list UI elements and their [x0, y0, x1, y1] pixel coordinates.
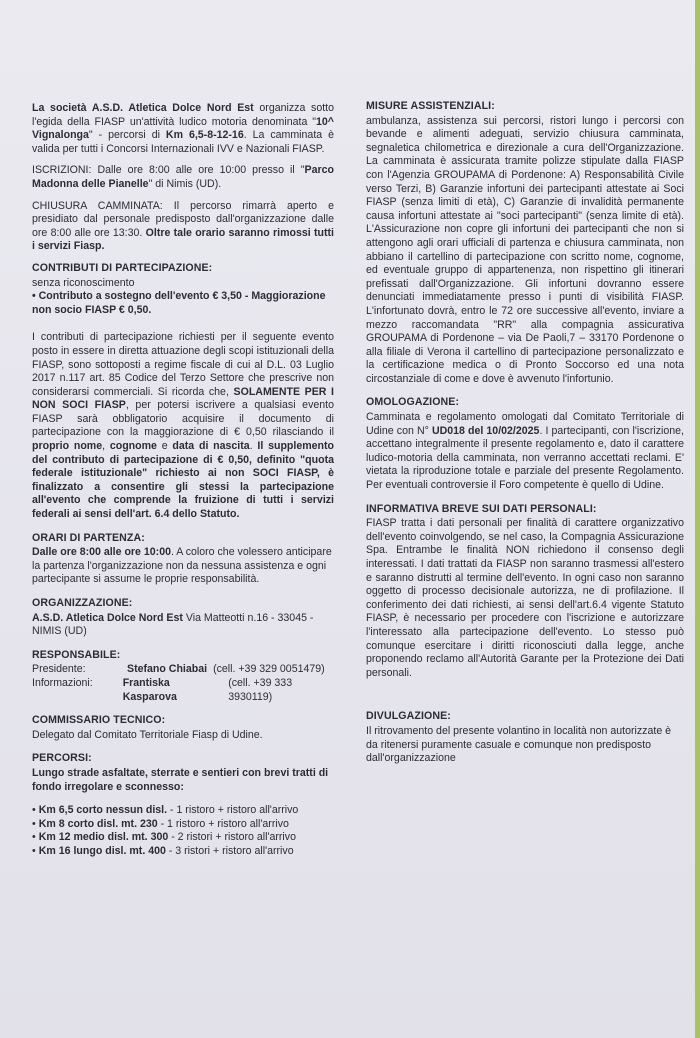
route-item: • Km 12 medio disl. mt. 300 - 2 ristori + ristoro all'arrivo: [32, 831, 296, 844]
omologazione-paragraph: Camminata e regolamento omologati dal Comitato Territoriale di Udine con N° UD018 del 10/02/2025. I partecipanti, con l'iscrizione, accettano integralmente il presente regolamento e, dato il carattere ludico-motoria della camminata, non verranno accettati reclami. E' vietata la riproduzione totale e parziale del presente Regolamento. Per eventuali controversie il Foro competente è quello di Udine.: [366, 411, 684, 492]
orari-paragraph: Dalle ore 8:00 alle ore 10:00. A coloro che volessero anticipare la partenza l'organizzazione non da nessuna assistenza e ogni partecipante si assume le proprie responsabilità.: [32, 546, 332, 586]
contributi-paragraph: I contributi di partecipazione richiesti per il seguente evento posto in essere in diretta attuazione degli scopi istituzionali della FIASP, sono sottoposti a regime fiscale di cui al D.L. 03 Luglio 2017 n.117 art. 85 Codice del Terzo Settore che prescrive non considerarsi commerciali. Si ricorda che, SOLAMENTE PER I NON SOCI FIASP, per potersi iscrivere a qualsiasi evento FIASP sarà obbligatorio acquisire il documento di partecipazione con la maggiorazione di € 0,50 rilasciando il proprio nome, cognome e data di nascita. Il supplemento del contributo di partecipazione di € 0,50, definito "quota federale istituzionale" richiesto ai non SOCI FIASP, è finalizzato a consentire gli stessi la partecipazione all'evento che comprende la fruizione di tutti i servizi federali ai sensi dell'art. 6.4 dello Statuto.: [32, 331, 335, 521]
route-item: • Km 6,5 corto nessun disl. - 1 ristoro + ristoro all'arrivo: [32, 804, 299, 817]
percorsi-intro: Lungo strade asfaltate, sterrate e sentieri con brevi tratti di fondo irregolare e sconnesso:: [32, 766, 329, 793]
routes-list: [32, 804, 334, 858]
contributi-section: [32, 262, 334, 522]
responsabile-row-informazioni: Informazioni: Frantiska Kasparova (cell. +39 333 3930119): [32, 676, 293, 703]
omologazione-section: [366, 396, 684, 492]
organizzazione-section: [32, 597, 334, 639]
misure-paragraph: ambulanza, assistenza sui percorsi, ristori lungo i percorsi con bevande e alimenti adeguati, servizio chiusura camminata, segnaletica chilometrica e direzionale a cura dell'Organizzazione. La camminata è assicurata tramite polizze stipulate dalla FIASP con l'Agenzia GROUPAMA di Pordenone: A) Responsabilità Civile verso Terzi, B) Garanzie infortuni dei partecipanti attestate ai Soci FIASP (senza limiti di età), C) Garanzie di invalidità permanente causa infortuni attestate ai "soci partecipanti" (senza limite di età). L'Assicurazione non copre gli infortuni dei partecipanti che non si attengono agli orari ufficiali di partenza e chiusura camminata, non abbiano il cartellino di partecipazione con scritto nome, cognome, ed eventuale gruppo di appartenenza, non rispettino gli itinerari prefissati dall'Organizzazione. Gli infortuni dovranno essere denunciati immediatamente presso i punti di visibilità FIASP. L'infortunato dovrà, entro le 72 ore successive all'evento, inviare a mezzo raccomandata "RR" alla compagnia assicurativa GROUPAMA di Pordenone – via De Paoli,7 – 33170 Pordenone o alla filiale di Verona il cartellino di partecipazione personalizzato e la certificazione medica o di Pronto Soccorso ed una nota circostanziale di come e dove è avvenuto l'infortunio.: [366, 114, 684, 385]
organizzazione-paragraph: A.S.D. Atletica Dolce Nord Est Via Matteotti n.16 - 33045 - NIMIS (UD): [32, 611, 314, 638]
commissario-text: Delegato dal Comitato Territoriale Fiasp di Udine.: [32, 728, 263, 741]
misure-heading: MISURE ASSISTENZIALI:: [366, 100, 495, 112]
misure-section: [366, 100, 684, 386]
organizzazione-heading: ORGANIZZAZIONE:: [32, 597, 133, 609]
chiusura-paragraph: CHIUSURA CAMMINATA: Il percorso rimarrà aperto e presidiato dal personale predisposto dall'organizzazione dalle ore 8:00 alle ore 13:30. Oltre tale orario saranno rimossi tutti i servizi Fiasp.: [32, 199, 334, 253]
responsabile-row-presidente: Presidente: Stefano Chiabai (cell. +39 329 0051479): [32, 663, 325, 676]
route-item: • Km 16 lungo disl. mt. 400 - 3 ristori + ristoro all'arrivo: [32, 844, 294, 857]
commissario-section: [32, 714, 334, 742]
informativa-section: [366, 503, 684, 681]
divulgazione-section: [366, 710, 684, 765]
responsabile-heading: RESPONSABILE:: [32, 648, 121, 661]
green-edge-stripe: [695, 0, 700, 1038]
percorsi-section: [32, 752, 334, 858]
orari-section: [32, 532, 334, 587]
orari-heading: ORARI DI PARTENZA:: [32, 531, 145, 544]
divulgazione-paragraph: Il ritrovamento del presente volantino in località non autorizzate è da ritenersi puramente casuale e comunque non predisposto dall'organizzazione: [366, 724, 672, 765]
iscrizioni-paragraph: ISCRIZIONI: Dalle ore 8:00 alle ore 10:00 presso il "Parco Madonna delle Pianelle" di Nimis (UD).: [32, 164, 334, 190]
contributi-line2: • Contributo a sostegno dell'evento € 3,50 - Maggiorazione non socio FIASP € 0,50.: [32, 290, 326, 316]
intro-paragraph: La società A.S.D. Atletica Dolce Nord Est organizza sotto l'egida della FIASP un'attività ludico motoria denominata "10^ Vignalonga" - percorsi di Km 6,5-8-12-16. La camminata è valida per tutti i Concorsi Internazionali IVV e Nazionali FIASP.: [32, 102, 334, 155]
percorsi-heading: PERCORSI:: [32, 752, 92, 765]
commissario-heading: COMMISSARIO TECNICO:: [32, 714, 166, 727]
contributi-line1: senza riconoscimento: [32, 276, 135, 289]
right-column: [366, 100, 684, 776]
divulgazione-heading: DIVULGAZIONE:: [366, 710, 451, 723]
informativa-paragraph: FIASP tratta i dati personali per finalità di carattere organizzativo dell'evento coinvolgendo, se nel caso, la Compagnia Assicurazione Spa. Entrambe le finalità NON richiedono il consenso degli interessati. I dati trattati da FIASP non saranno trasmessi all'estero e saranno distrutti al termine dell'evento. In ogni caso non saranno oggetto di processo decisionale autorizza, ne di profilazione. Il conferimento dei dati richiesti, ai sensi dell'art.6.4 vigente Statuto FIASP, è necessario per procedere con l'iscrizione e autorizzare l'interessato alla partecipazione dell'evento. Lo stesso può comunque esercitare i diritti riconosciuti dalla legge, anche proponendo reclamo all'Autorità Garante per la Protezione dei Dati personali.: [366, 517, 684, 679]
responsabile-section: [32, 649, 334, 704]
informativa-heading: INFORMATIVA BREVE SUI DATI PERSONALI:: [366, 502, 597, 515]
contributi-heading: CONTRIBUTI DI PARTECIPAZIONE:: [32, 261, 213, 274]
route-item: • Km 8 corto disl. mt. 230 - 1 ristoro + ristoro all'arrivo: [32, 817, 289, 830]
omologazione-heading: OMOLOGAZIONE:: [366, 396, 460, 409]
left-column: [32, 102, 334, 869]
section-spacer: [366, 690, 684, 710]
